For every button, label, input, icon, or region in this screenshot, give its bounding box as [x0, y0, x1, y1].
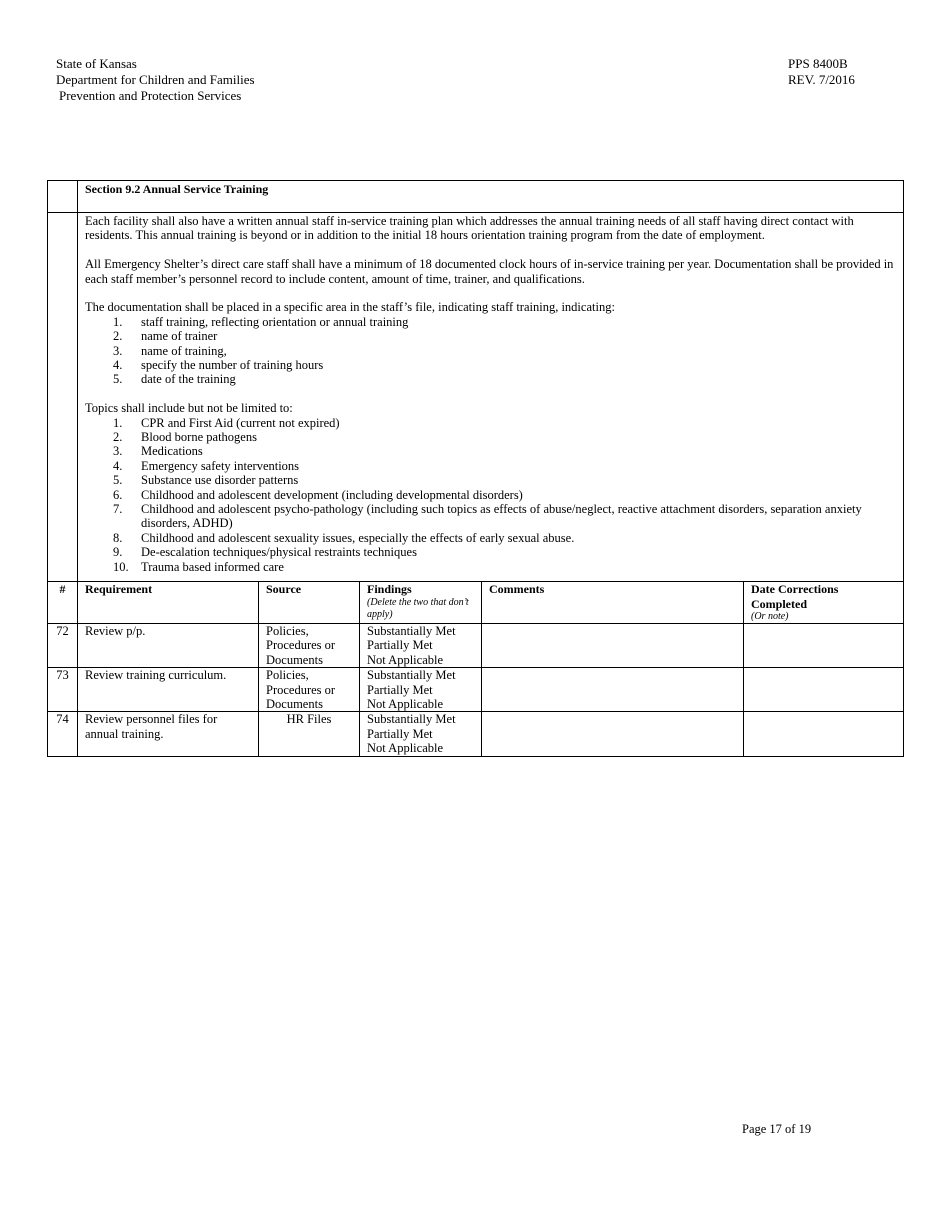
source-line: Documents: [266, 652, 323, 667]
list-item: [85, 459, 896, 473]
list-item: [85, 358, 896, 372]
list-item-number: 5.: [113, 473, 123, 488]
list-item-text: Childhood and adolescent sexuality issues, especially the effects of early sexual abuse.: [141, 530, 575, 545]
finding-option: Substantially Met: [367, 623, 456, 638]
list-item-text: Childhood and adolescent development (including developmental disorders): [141, 487, 523, 502]
row-source: [259, 668, 360, 712]
table-row: [48, 712, 904, 756]
row-date-corrections: [744, 668, 904, 712]
row-findings: [360, 712, 482, 756]
col-header-requirement: Requirement: [78, 582, 259, 624]
list-item: [85, 344, 896, 358]
list-item-number: 8.: [113, 530, 123, 545]
list-item-number: 1.: [113, 415, 123, 430]
row-comments: [482, 712, 744, 756]
list-item: [85, 444, 896, 458]
source-line: HR Files: [286, 712, 332, 727]
row-findings: [360, 623, 482, 667]
list-item-number: 4.: [113, 358, 123, 373]
section-body: [78, 213, 904, 582]
row-source: [259, 623, 360, 667]
source-line: Documents: [266, 696, 323, 711]
header-department: Department for Children and Families: [56, 72, 255, 87]
list-item-text: Blood borne pathogens: [141, 430, 257, 445]
header-division: Prevention and Protection Services: [59, 88, 242, 103]
list-item-number: 7.: [113, 502, 123, 517]
header-state: State of Kansas: [56, 56, 137, 71]
list-item: [85, 502, 896, 531]
section-body-row: [48, 213, 904, 582]
list-item-text: name of training,: [141, 343, 227, 358]
row-requirement: Review personnel files for annual training.: [78, 712, 259, 756]
section-title: Section 9.2 Annual Service Training: [78, 181, 904, 213]
section-title-row: [48, 181, 904, 213]
list-item-number: 2.: [113, 329, 123, 344]
row-date-corrections: [744, 623, 904, 667]
row-requirement: Review p/p.: [78, 623, 259, 667]
findings-label: Findings: [367, 582, 412, 597]
list-item: [85, 416, 896, 430]
header-form-info: [788, 56, 855, 88]
date-note: (Or note): [751, 610, 789, 622]
row-comments: [482, 623, 744, 667]
source-line: Policies,: [266, 668, 309, 683]
row-comments: [482, 668, 744, 712]
list-item-text: staff training, reflecting orientation or annual training: [141, 314, 409, 329]
row-number: 74: [48, 712, 78, 756]
paragraph-clock-hours: All Emergency Shelter’s direct care staff shall have a minimum of 18 documented clock hours of in-service training per year. Documentation shall be provided in each staff member’s personnel record to include content, amount of time, trainer, and qualifications.: [85, 257, 894, 286]
finding-option: Partially Met: [367, 638, 433, 653]
finding-option: Partially Met: [367, 682, 433, 697]
finding-option: Not Applicable: [367, 741, 444, 756]
list-item: [85, 315, 896, 329]
topics-intro: Topics shall include but not be limited to:: [85, 401, 293, 416]
list-item-text: Childhood and adolescent psycho-pathology (including such topics as effects of abuse/neglect, reactive attachment disorders, separation anxiety disorders, ADHD): [141, 502, 862, 531]
table-row: [48, 668, 904, 712]
list-item-number: 1.: [113, 314, 123, 329]
col-header-source: Source: [259, 582, 360, 624]
list-item-text: date of the training: [141, 372, 236, 387]
list-item: [85, 430, 896, 444]
list-item-text: Substance use disorder patterns: [141, 473, 299, 488]
findings-note: (Delete the two that don’t apply): [367, 596, 469, 620]
list-item: [85, 531, 896, 545]
section-title-spacer: [48, 181, 78, 213]
row-source: [259, 712, 360, 756]
list-item-text: De-escalation techniques/physical restraints techniques: [141, 545, 417, 560]
requirements-table: [47, 180, 904, 757]
list-item-number: 5.: [113, 372, 123, 387]
row-number: 72: [48, 623, 78, 667]
list-item: [85, 329, 896, 343]
row-date-corrections: [744, 712, 904, 756]
list-item: [85, 372, 896, 386]
list-item-text: CPR and First Aid (current not expired): [141, 415, 340, 430]
requirements-rows: [48, 623, 904, 756]
header-revision: REV. 7/2016: [788, 72, 855, 87]
col-header-comments: Comments: [482, 582, 744, 624]
finding-option: Not Applicable: [367, 696, 444, 711]
list-item: [85, 473, 896, 487]
list-item-number: 10.: [113, 559, 129, 574]
source-line: Procedures or: [266, 682, 336, 697]
col-header-findings: [360, 582, 482, 624]
finding-option: Substantially Met: [367, 712, 456, 727]
list-item-number: 9.: [113, 545, 123, 560]
row-number: 73: [48, 668, 78, 712]
col-header-date: [744, 582, 904, 624]
list-item: [85, 488, 896, 502]
table-row: [48, 623, 904, 667]
list-item: [85, 560, 896, 574]
col-header-number: #: [48, 582, 78, 624]
source-line: Procedures or: [266, 638, 336, 653]
section-body-spacer: [48, 213, 78, 582]
list-item-text: Medications: [141, 444, 203, 459]
header-agency: [56, 56, 255, 104]
list-item-text: name of trainer: [141, 329, 218, 344]
list-item: [85, 545, 896, 559]
paragraph-training-plan: Each facility shall also have a written annual staff in-service training plan which addresses the annual training needs of all staff having direct contact with residents. This annual training is beyond or in addition to the initial 18 hours orientation training program from the date of employment.: [85, 214, 854, 243]
row-requirement: Review training curriculum.: [78, 668, 259, 712]
list-item-number: 3.: [113, 444, 123, 459]
finding-option: Not Applicable: [367, 652, 444, 667]
list-item-text: Trauma based informed care: [141, 559, 284, 574]
list-item-number: 3.: [113, 343, 123, 358]
finding-option: Partially Met: [367, 726, 433, 741]
date-label: Date Corrections Completed: [751, 582, 839, 611]
list-item-number: 2.: [113, 430, 123, 445]
documentation-list: [85, 315, 896, 387]
topics-list: [85, 416, 896, 574]
table-header-row: [48, 582, 904, 624]
finding-option: Substantially Met: [367, 668, 456, 683]
source-line: Policies,: [266, 623, 309, 638]
list-item-text: specify the number of training hours: [141, 358, 324, 373]
documentation-intro: The documentation shall be placed in a specific area in the staff’s file, indicating staff training, indicating:: [85, 300, 615, 315]
list-item-number: 6.: [113, 487, 123, 502]
list-item-number: 4.: [113, 458, 123, 473]
header-form-number: PPS 8400B: [788, 56, 848, 71]
page-number: Page 17 of 19: [742, 1122, 812, 1136]
list-item-text: Emergency safety interventions: [141, 458, 300, 473]
row-findings: [360, 668, 482, 712]
